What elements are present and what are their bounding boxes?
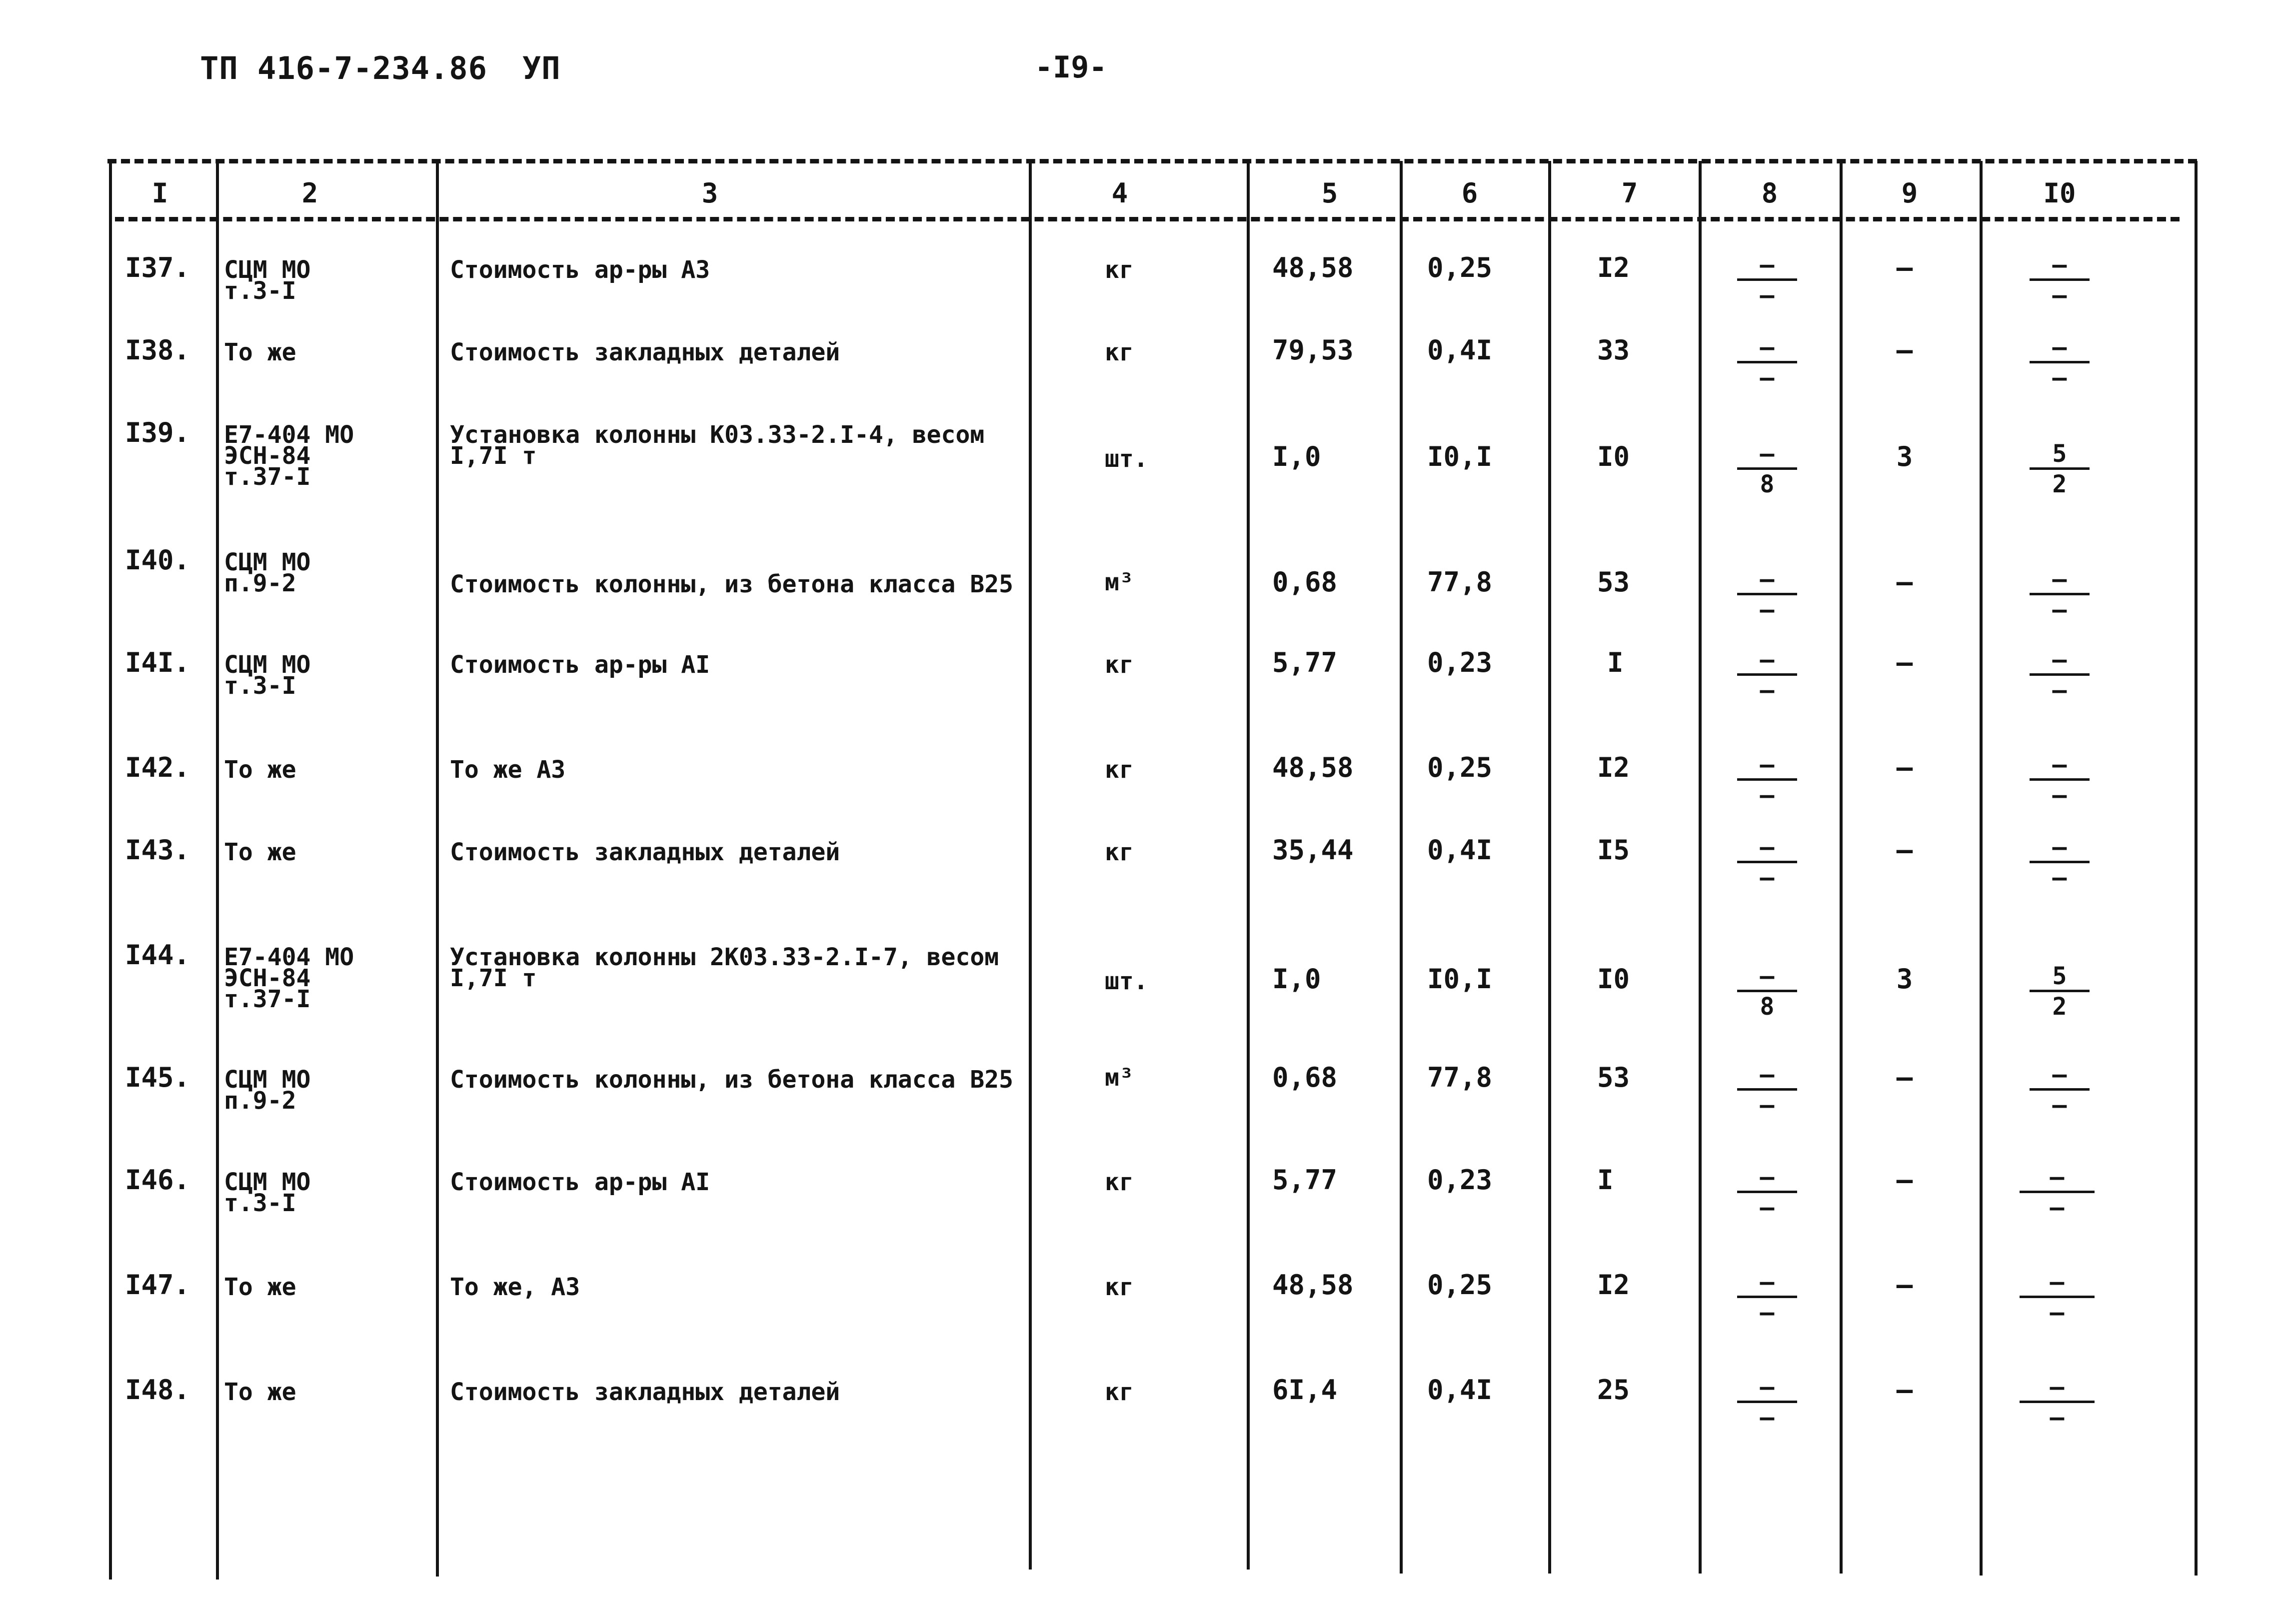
row-price: 0,4I (1427, 334, 1493, 366)
row-price: I0,I (1427, 963, 1493, 995)
col8-fraction (1737, 1165, 1797, 1220)
column-header: 5 (1321, 177, 1338, 209)
col10-fraction (2030, 1062, 2090, 1118)
table-top-rule (107, 159, 2197, 163)
col10-fraction (2030, 441, 2090, 497)
col8-fraction (1737, 752, 1797, 808)
col10-denominator: – (2052, 1091, 2067, 1119)
row-quantity: 6I,4 (1272, 1374, 1338, 1406)
row-description: Стоимость закладных деталей (450, 338, 840, 366)
row-price: 0,25 (1427, 252, 1493, 283)
col8-fraction (1737, 441, 1797, 497)
row-price: 0,23 (1427, 647, 1493, 678)
col8-denominator: 8 (1760, 993, 1775, 1021)
row-unit: кг (1105, 1168, 1134, 1196)
column-divider (1247, 161, 1250, 1570)
col10-numerator: – (2052, 646, 2067, 674)
col10-fraction (2030, 647, 2090, 703)
col8-numerator: – (1760, 1268, 1775, 1296)
column-header: I (151, 177, 168, 209)
col8-numerator: – (1760, 833, 1775, 861)
row-basis: СЦМ МО т.3-I (224, 651, 311, 700)
col8-numerator: – (1760, 251, 1775, 279)
row-basis: То же (224, 1273, 296, 1301)
col8-denominator: – (1760, 781, 1775, 809)
row-basis: То же (224, 838, 296, 866)
row-quantity: I,0 (1272, 963, 1321, 995)
row-description: Установка колонны К03.33-2.I-4, весом I,7I т (450, 421, 985, 470)
col10-denominator: – (2052, 676, 2067, 704)
row-basis: То же (224, 756, 296, 784)
row-col9: – (1896, 834, 1913, 866)
row-col9: – (1896, 647, 1913, 678)
col10-denominator: – (2052, 281, 2067, 309)
col10-fraction (2030, 567, 2090, 622)
col8-fraction (1737, 1062, 1797, 1118)
row-unit: м³ (1105, 1064, 1134, 1092)
col8-numerator: – (1760, 962, 1775, 990)
row-quantity: I,0 (1272, 441, 1321, 472)
row-basis: СЦМ МО т.3-I (224, 1168, 311, 1217)
col10-numerator: – (2052, 1061, 2067, 1089)
col8-fraction (1737, 567, 1797, 622)
row-description: Стоимость закладных деталей (450, 838, 840, 866)
row-number: I46. (125, 1164, 190, 1196)
col10-numerator: 5 (2052, 440, 2067, 468)
col8-fraction (1737, 1375, 1797, 1430)
col10-denominator: 2 (2052, 993, 2067, 1021)
col8-numerator: – (1760, 1373, 1775, 1401)
col8-fraction (1737, 647, 1797, 703)
row-number: I45. (125, 1062, 190, 1093)
document-code-text: ТП 416-7-234.86 (200, 50, 487, 86)
row-quantity: 5,77 (1272, 1164, 1338, 1196)
column-divider (1980, 161, 1983, 1576)
col10-numerator: – (2052, 251, 2067, 279)
col10-denominator: – (2050, 1404, 2065, 1432)
row-description: Установка колонны 2К03.33-2.I-7, весом I,7I т (450, 943, 999, 992)
col8-denominator: – (1760, 1404, 1775, 1432)
row-quantity: 35,44 (1272, 834, 1354, 866)
row-total: I5 (1597, 834, 1630, 866)
col10-fraction (2020, 1375, 2095, 1430)
column-divider (1548, 161, 1551, 1574)
row-total: 25 (1597, 1374, 1630, 1406)
row-quantity: 48,58 (1272, 1269, 1354, 1301)
row-price: 0,25 (1427, 1269, 1493, 1301)
column-header: 9 (1901, 177, 1918, 209)
col8-fraction (1737, 1270, 1797, 1325)
row-col9: 3 (1896, 963, 1913, 995)
column-divider (1029, 161, 1032, 1570)
col8-denominator: – (1760, 364, 1775, 392)
column-header: 2 (301, 177, 318, 209)
col8-denominator: – (1760, 1299, 1775, 1327)
col10-denominator: – (2050, 1194, 2065, 1222)
row-total: I (1597, 1164, 1614, 1196)
document-section: УП (522, 50, 561, 86)
col10-fraction (2030, 335, 2090, 390)
column-header: 6 (1461, 177, 1478, 209)
column-header: 3 (701, 177, 718, 209)
row-unit: м³ (1105, 568, 1134, 596)
column-divider (2195, 161, 2198, 1576)
row-unit: кг (1105, 256, 1134, 284)
col8-numerator: – (1760, 751, 1775, 779)
col8-fraction (1737, 964, 1797, 1019)
row-basis: СЦМ МО п.9-2 (224, 548, 311, 597)
column-header: 4 (1111, 177, 1128, 209)
column-divider (216, 161, 219, 1580)
row-number: I4I. (125, 647, 190, 678)
row-basis: Е7-404 МО ЭСН-84 т.37-I (224, 421, 354, 491)
row-col9: – (1896, 252, 1913, 283)
col8-denominator: – (1760, 1194, 1775, 1222)
row-unit: кг (1105, 1273, 1134, 1301)
col10-denominator: 2 (2052, 470, 2067, 498)
col10-numerator: – (2052, 333, 2067, 361)
col8-numerator: – (1760, 440, 1775, 468)
col10-numerator: – (2052, 751, 2067, 779)
col10-numerator: – (2050, 1268, 2065, 1296)
row-quantity: 5,77 (1272, 647, 1338, 678)
row-quantity: 0,68 (1272, 566, 1338, 598)
row-col9: – (1896, 1374, 1913, 1406)
col8-denominator: – (1760, 1091, 1775, 1119)
col8-fraction (1737, 252, 1797, 308)
row-number: I43. (125, 834, 190, 866)
row-description: Стоимость ар-ры А3 (450, 256, 710, 284)
row-basis: СЦМ МО п.9-2 (224, 1066, 311, 1115)
row-price: I0,I (1427, 441, 1493, 472)
column-header: I0 (2043, 177, 2076, 209)
row-price: 77,8 (1427, 1062, 1493, 1093)
row-price: 0,4I (1427, 834, 1493, 866)
row-number: I42. (125, 752, 190, 783)
col10-fraction (2030, 964, 2090, 1019)
row-total: 33 (1597, 334, 1630, 366)
col10-fraction (2030, 252, 2090, 308)
row-quantity: 48,58 (1272, 252, 1354, 283)
row-unit: шт. (1105, 445, 1148, 473)
row-col9: – (1896, 1164, 1913, 1196)
row-unit: кг (1105, 838, 1134, 866)
row-number: I39. (125, 417, 190, 448)
row-col9: – (1896, 566, 1913, 598)
row-total: 53 (1597, 566, 1630, 598)
column-divider (109, 161, 112, 1580)
row-price: 77,8 (1427, 566, 1493, 598)
row-total: I0 (1597, 441, 1630, 472)
row-total: I2 (1597, 1269, 1630, 1301)
row-number: I47. (125, 1269, 190, 1301)
row-description: Стоимость закладных деталей (450, 1378, 840, 1406)
col8-denominator: – (1760, 676, 1775, 704)
col8-denominator: 8 (1760, 470, 1775, 498)
row-number: I48. (125, 1374, 190, 1406)
row-quantity: 79,53 (1272, 334, 1354, 366)
col10-fraction (2030, 835, 2090, 890)
row-basis: Е7-404 МО ЭСН-84 т.37-I (224, 943, 354, 1013)
col10-denominator: – (2052, 864, 2067, 892)
column-divider (436, 161, 439, 1577)
col8-denominator: – (1760, 596, 1775, 624)
row-total: I2 (1597, 252, 1630, 283)
row-total: 53 (1597, 1062, 1630, 1093)
col8-numerator: – (1760, 1163, 1775, 1191)
row-description: Стоимость ар-ры АI (450, 651, 710, 679)
row-description: Стоимость ар-ры АI (450, 1168, 710, 1196)
row-quantity: 48,58 (1272, 752, 1354, 783)
col10-denominator: – (2050, 1299, 2065, 1327)
row-quantity: 0,68 (1272, 1062, 1338, 1093)
document-code (200, 50, 561, 86)
col8-numerator: – (1760, 565, 1775, 593)
col10-denominator: – (2052, 364, 2067, 392)
row-number: I40. (125, 544, 190, 576)
column-header: 8 (1761, 177, 1778, 209)
col10-fraction (2020, 1270, 2095, 1325)
column-header: 7 (1621, 177, 1638, 209)
row-total: I0 (1597, 963, 1630, 995)
col10-numerator: – (2050, 1373, 2065, 1401)
row-col9: – (1896, 334, 1913, 366)
col8-numerator: – (1760, 333, 1775, 361)
row-description: Стоимость колонны, из бетона класса В25 (450, 570, 1014, 598)
row-description: То же А3 (450, 756, 566, 784)
row-unit: кг (1105, 756, 1134, 784)
row-description: Стоимость колонны, из бетона класса В25 (450, 1066, 1014, 1094)
row-basis: СЦМ МО т.3-I (224, 256, 311, 305)
col10-fraction (2030, 752, 2090, 808)
table-header-rule (115, 217, 2180, 221)
row-number: I37. (125, 252, 190, 283)
row-col9: – (1896, 752, 1913, 783)
col10-denominator: – (2052, 596, 2067, 624)
row-number: I38. (125, 334, 190, 366)
col8-fraction (1737, 335, 1797, 390)
col8-numerator: – (1760, 1061, 1775, 1089)
col8-numerator: – (1760, 646, 1775, 674)
col10-numerator: 5 (2052, 962, 2067, 990)
page-number: -I9- (1035, 50, 1107, 85)
row-unit: шт. (1105, 967, 1148, 995)
row-basis: То же (224, 338, 296, 366)
row-description: То же, А3 (450, 1273, 580, 1301)
row-col9: – (1896, 1062, 1913, 1093)
row-unit: кг (1105, 1378, 1134, 1406)
col10-numerator: – (2050, 1163, 2065, 1191)
col10-fraction (2020, 1165, 2095, 1220)
row-unit: кг (1105, 338, 1134, 366)
row-price: 0,4I (1427, 1374, 1493, 1406)
column-divider (1840, 161, 1843, 1574)
row-price: 0,25 (1427, 752, 1493, 783)
row-unit: кг (1105, 651, 1134, 679)
col10-numerator: – (2052, 565, 2067, 593)
row-total: I (1607, 647, 1624, 678)
col8-denominator: – (1760, 864, 1775, 892)
column-divider (1699, 161, 1702, 1574)
col8-fraction (1737, 835, 1797, 890)
row-col9: – (1896, 1269, 1913, 1301)
col10-numerator: – (2052, 833, 2067, 861)
row-col9: 3 (1896, 441, 1913, 472)
row-basis: То же (224, 1378, 296, 1406)
row-number: I44. (125, 939, 190, 971)
col8-denominator: – (1760, 281, 1775, 309)
col10-denominator: – (2052, 781, 2067, 809)
row-price: 0,23 (1427, 1164, 1493, 1196)
column-divider (1400, 161, 1403, 1574)
row-total: I2 (1597, 752, 1630, 783)
